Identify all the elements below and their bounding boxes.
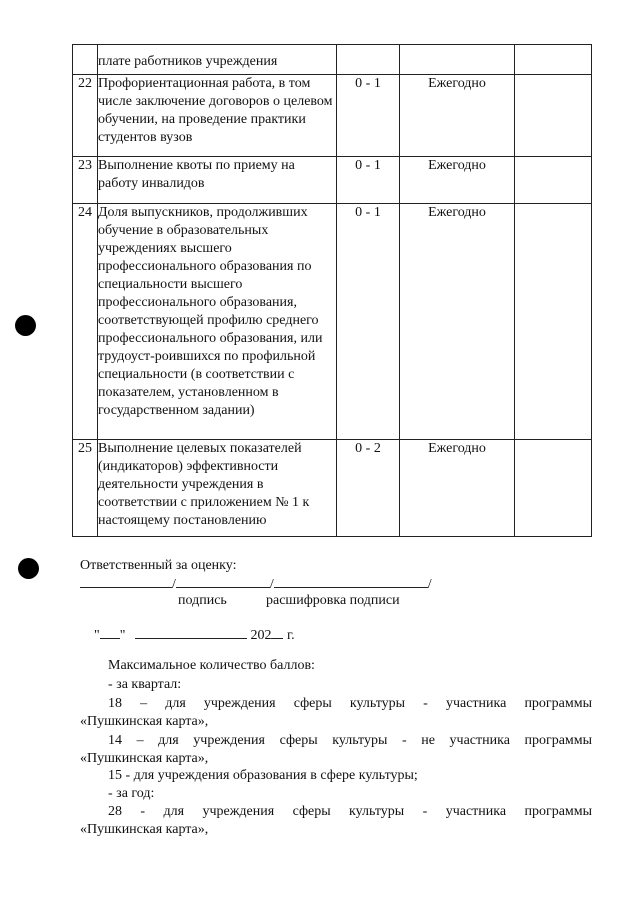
- period: Ежегодно: [400, 204, 515, 440]
- period: Ежегодно: [400, 440, 515, 537]
- row-number: 24: [73, 204, 98, 440]
- empty-cell: [515, 45, 592, 75]
- score-range: [337, 45, 400, 75]
- quarter-item-line: 18 – для учреждения сферы культуры - участника программы: [108, 696, 593, 711]
- criteria-table: [72, 44, 592, 537]
- quarter-education: 15 - для учреждения образования в сфере культуры;: [108, 768, 418, 783]
- row-number: 25: [73, 440, 98, 537]
- criterion-text: Выполнение квоты по приему на работу инвалидов: [98, 157, 337, 204]
- period: Ежегодно: [400, 157, 515, 204]
- year-blank: [271, 625, 283, 639]
- decoding-caption: расшифровка подписи: [266, 593, 400, 608]
- table-row: [73, 440, 592, 537]
- name-blank: [274, 574, 428, 588]
- signature-line: / / /: [80, 574, 432, 593]
- day-blank: [100, 625, 120, 639]
- quarter-label: - за квартал:: [108, 677, 182, 692]
- score-range: 0 - 1: [337, 157, 400, 204]
- decoding-blank: [176, 574, 270, 588]
- row-number: 23: [73, 157, 98, 204]
- year-item-line: 28 - для учреждения сферы культуры - участника программы: [108, 804, 593, 819]
- empty-cell: [515, 75, 592, 157]
- max-points-heading: Максимальное количество баллов:: [108, 658, 315, 673]
- criterion-text: Выполнение целевых показателей (индикаторов) эффективности деятельности учреждения в соответствии с приложением № 1 к настоящему постановлению: [98, 440, 337, 537]
- signature-caption: подпись: [178, 593, 227, 608]
- score-range: 0 - 1: [337, 75, 400, 157]
- score-range: 0 - 2: [337, 440, 400, 537]
- year-label: - за год:: [108, 786, 155, 801]
- quarter-item-line: 14 – для учреждения сферы культуры - не участника программы: [108, 733, 593, 748]
- punch-hole: [15, 315, 36, 336]
- criterion-text: Профориентационная работа, в том числе заключение договоров о целевом обучении, на проведение практики студентов вузов: [98, 75, 337, 157]
- score-range: 0 - 1: [337, 204, 400, 440]
- period: Ежегодно: [400, 75, 515, 157]
- empty-cell: [515, 157, 592, 204]
- date-line: " " 202 г.: [94, 625, 295, 644]
- year-item-continuation: «Пушкинская карта»,: [80, 822, 209, 837]
- month-blank: [135, 625, 247, 639]
- table-row: [73, 204, 592, 440]
- criterion-text: Доля выпускников, продолживших обучение в образовательных учреждениях высшего профессионального образования по специальности высшего профессионального образования, соответствующей профилю среднего профессионального образования, или трудоуст-роившихся по профильной специальности (в соответствии с показателем, установленном в государственном задании): [98, 204, 337, 440]
- signature-blank: [80, 574, 172, 588]
- quarter-item-continuation: «Пушкинская карта»,: [80, 751, 209, 766]
- table-row: [73, 157, 592, 204]
- quarter-item-continuation: «Пушкинская карта»,: [80, 714, 209, 729]
- empty-cell: [515, 204, 592, 440]
- table-row: [73, 75, 592, 157]
- period: [400, 45, 515, 75]
- responsible-label: Ответственный за оценку:: [80, 558, 237, 573]
- row-number: 22: [73, 75, 98, 157]
- empty-cell: [515, 440, 592, 537]
- criterion-text: плате работников учреждения: [98, 45, 337, 75]
- row-number: [73, 45, 98, 75]
- punch-hole: [18, 558, 39, 579]
- table-row: [73, 45, 592, 75]
